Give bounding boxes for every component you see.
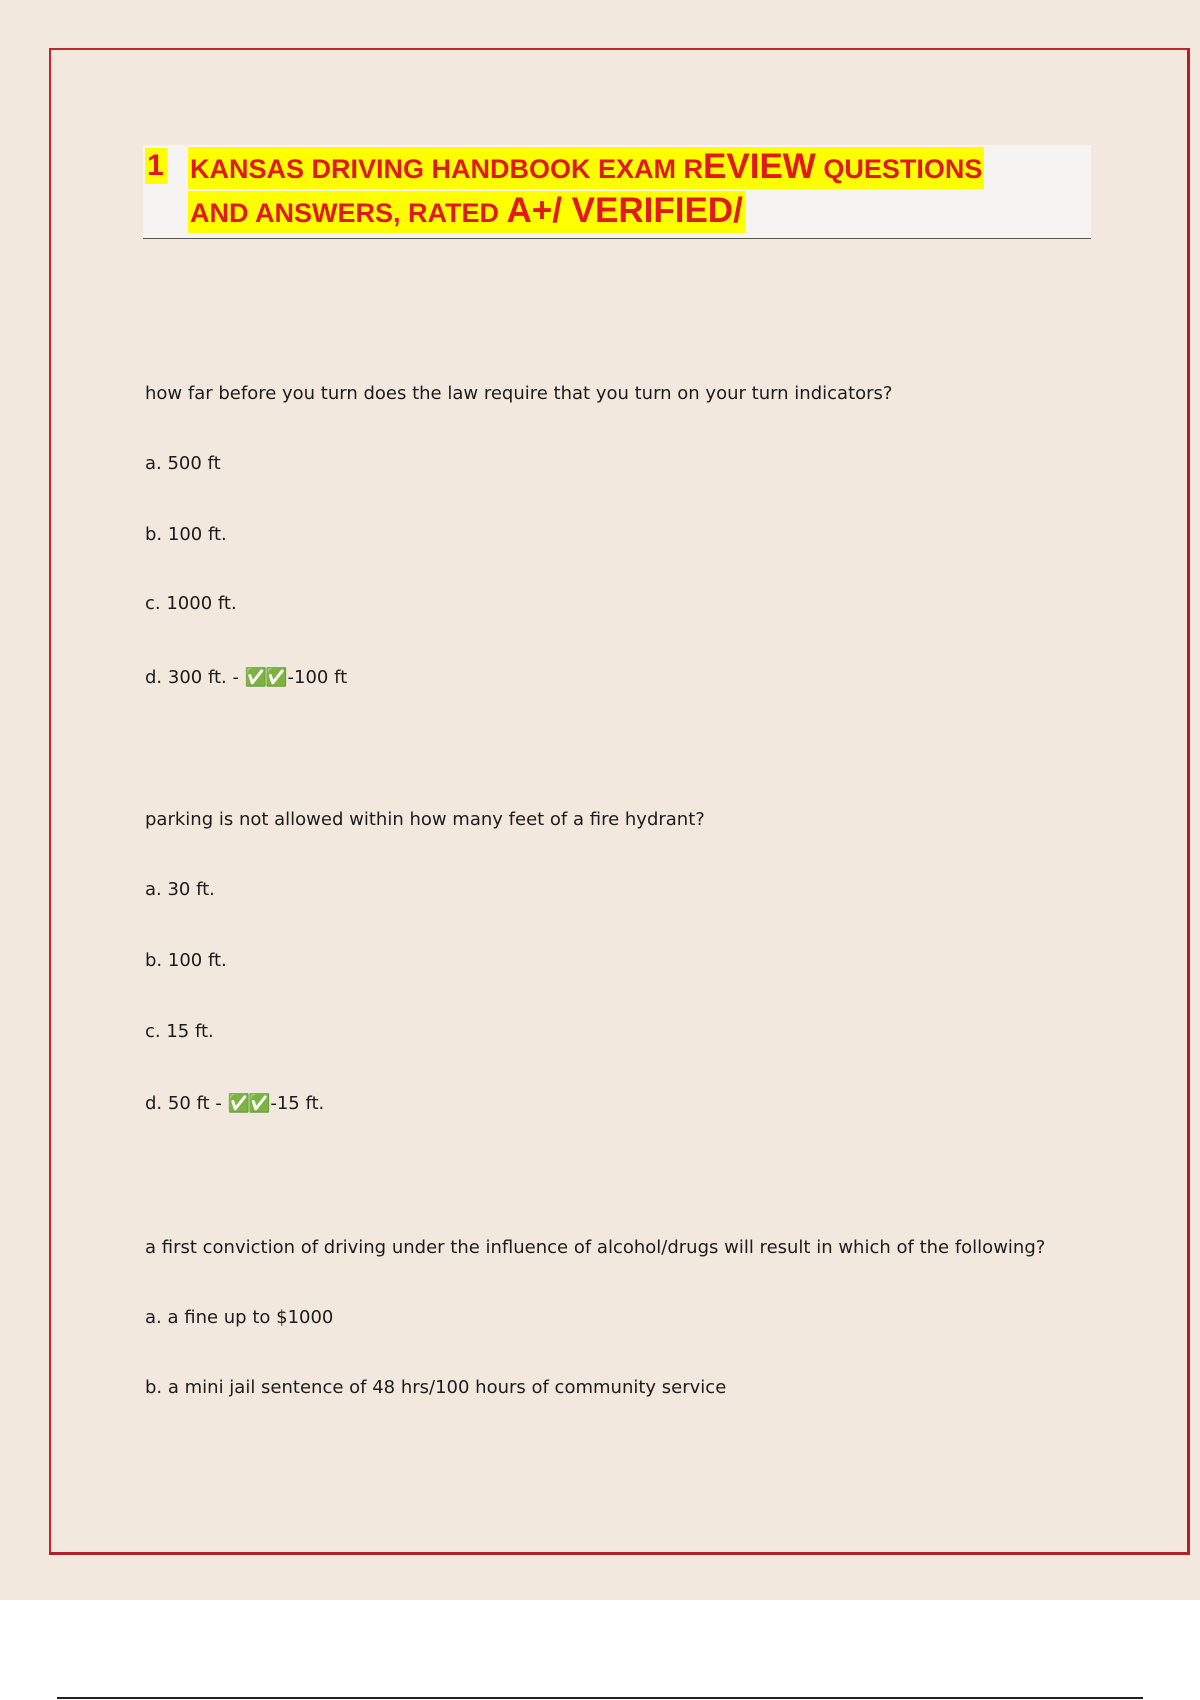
question-2-answer: -15 ft.	[270, 1093, 325, 1114]
next-page-rule	[57, 1697, 1143, 1699]
question-2-option-b: b. 100 ft.	[145, 950, 227, 971]
heading-line-1-part-a: KANSAS DRIVING HANDBOOK EXAM R	[190, 154, 704, 184]
question-2-option-d	[145, 1092, 324, 1116]
heading-number: 1	[145, 148, 167, 184]
question-3-option-a: a. a fine up to $1000	[145, 1307, 334, 1328]
question-3-option-b: b. a mini jail sentence of 48 hrs/100 hours of community service	[145, 1377, 727, 1398]
question-1-option-a: a. 500 ft	[145, 453, 221, 474]
double-check-icon: ✅✅	[227, 1093, 269, 1114]
heading-line-2-part-a: AND ANSWERS, RATED	[190, 198, 507, 228]
heading-line-2-part-b: A+/ VERIFIED/	[506, 191, 743, 230]
question-1-prompt: how far before you turn does the law require that you turn on your turn indicators?	[145, 383, 893, 404]
heading-line-2	[188, 191, 745, 233]
question-1-option-b: b. 100 ft.	[145, 524, 227, 545]
question-1-option-d	[145, 666, 347, 690]
document-heading	[143, 145, 1091, 239]
question-1-option-d-label: d. 300 ft. -	[145, 667, 239, 688]
heading-line-1	[188, 147, 984, 189]
heading-line-1-part-c: QUESTIONS	[815, 154, 983, 184]
question-2-option-d-label: d. 50 ft -	[145, 1093, 222, 1114]
question-1-answer: -100 ft	[287, 667, 348, 688]
question-2-option-c: c. 15 ft.	[145, 1021, 214, 1042]
heading-line-1-part-b: EVIEW	[703, 147, 816, 186]
question-2-prompt: parking is not allowed within how many feet of a fire hydrant?	[145, 809, 705, 830]
question-2-option-a: a. 30 ft.	[145, 879, 215, 900]
question-3-prompt: a first conviction of driving under the influence of alcohol/drugs will result in which of the following?	[145, 1237, 1046, 1258]
double-check-icon: ✅✅	[244, 667, 286, 688]
question-1-option-c: c. 1000 ft.	[145, 593, 237, 614]
